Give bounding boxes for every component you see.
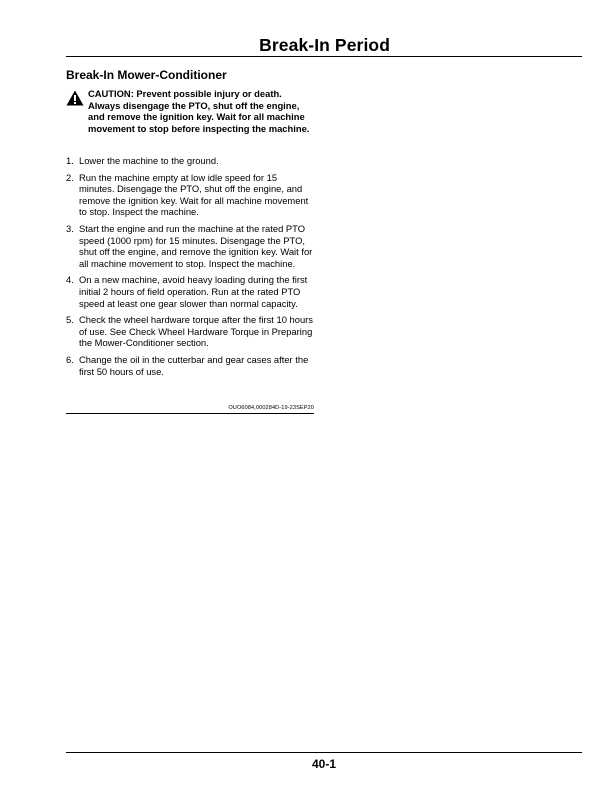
list-item bbox=[66, 354, 314, 377]
list-item bbox=[66, 314, 314, 349]
step-number: 5. bbox=[66, 314, 74, 326]
caution-text: CAUTION: Prevent possible injury or death. Always disengage the PTO, shut off the engine, and remove the ignition key. Wait for all machine movement to stop before inspecting the machine. bbox=[88, 88, 310, 134]
list-item bbox=[66, 155, 314, 167]
step-text: Change the oil in the cutterbar and gear cases after the first 50 hours of use. bbox=[79, 353, 309, 377]
list-item bbox=[66, 274, 314, 309]
step-number: 2. bbox=[66, 171, 74, 183]
step-text: On a new machine, avoid heavy loading during the first initial 2 hours of field operation. Run at the rated PTO speed at least one gear slower than normal capacity. bbox=[79, 274, 308, 309]
section-end-divider bbox=[66, 413, 314, 414]
page-title: Break-In Period bbox=[259, 35, 390, 55]
section-heading: Break-In Mower-Conditioner bbox=[66, 68, 227, 82]
step-number: 4. bbox=[66, 274, 74, 286]
step-text: Run the machine empty at low idle speed for 15 minutes. Disengage the PTO, shut off the engine, and remove the ignition key. Wait for all machine movement to stop. Inspect the machine. bbox=[79, 171, 309, 218]
step-number: 1. bbox=[66, 155, 74, 166]
step-text: Check the wheel hardware torque after the first 10 hours of use. See Check Wheel Hardware Torque in Preparing the Mower-Conditioner section. bbox=[79, 314, 313, 349]
document-code: OUO6084,000284D-19-23SEP20 bbox=[228, 405, 314, 411]
header-divider bbox=[66, 56, 582, 57]
step-number: 6. bbox=[66, 353, 74, 365]
caution-block bbox=[66, 88, 316, 134]
step-text: Start the engine and run the machine at the rated PTO speed (1000 rpm) for 15 minutes. Disengage the PTO, shut off the engine, and remove the ignition key. Wait for all machine movement to stop. Inspect the machine. bbox=[79, 222, 313, 269]
list-item bbox=[66, 223, 314, 269]
step-number: 3. bbox=[66, 222, 74, 234]
footer-divider bbox=[66, 752, 582, 753]
warning-triangle-icon bbox=[66, 90, 84, 106]
procedure-steps bbox=[66, 155, 314, 382]
step-text: Lower the machine to the ground. bbox=[79, 155, 219, 166]
page-number: 40-1 bbox=[312, 757, 337, 771]
list-item bbox=[66, 172, 314, 218]
